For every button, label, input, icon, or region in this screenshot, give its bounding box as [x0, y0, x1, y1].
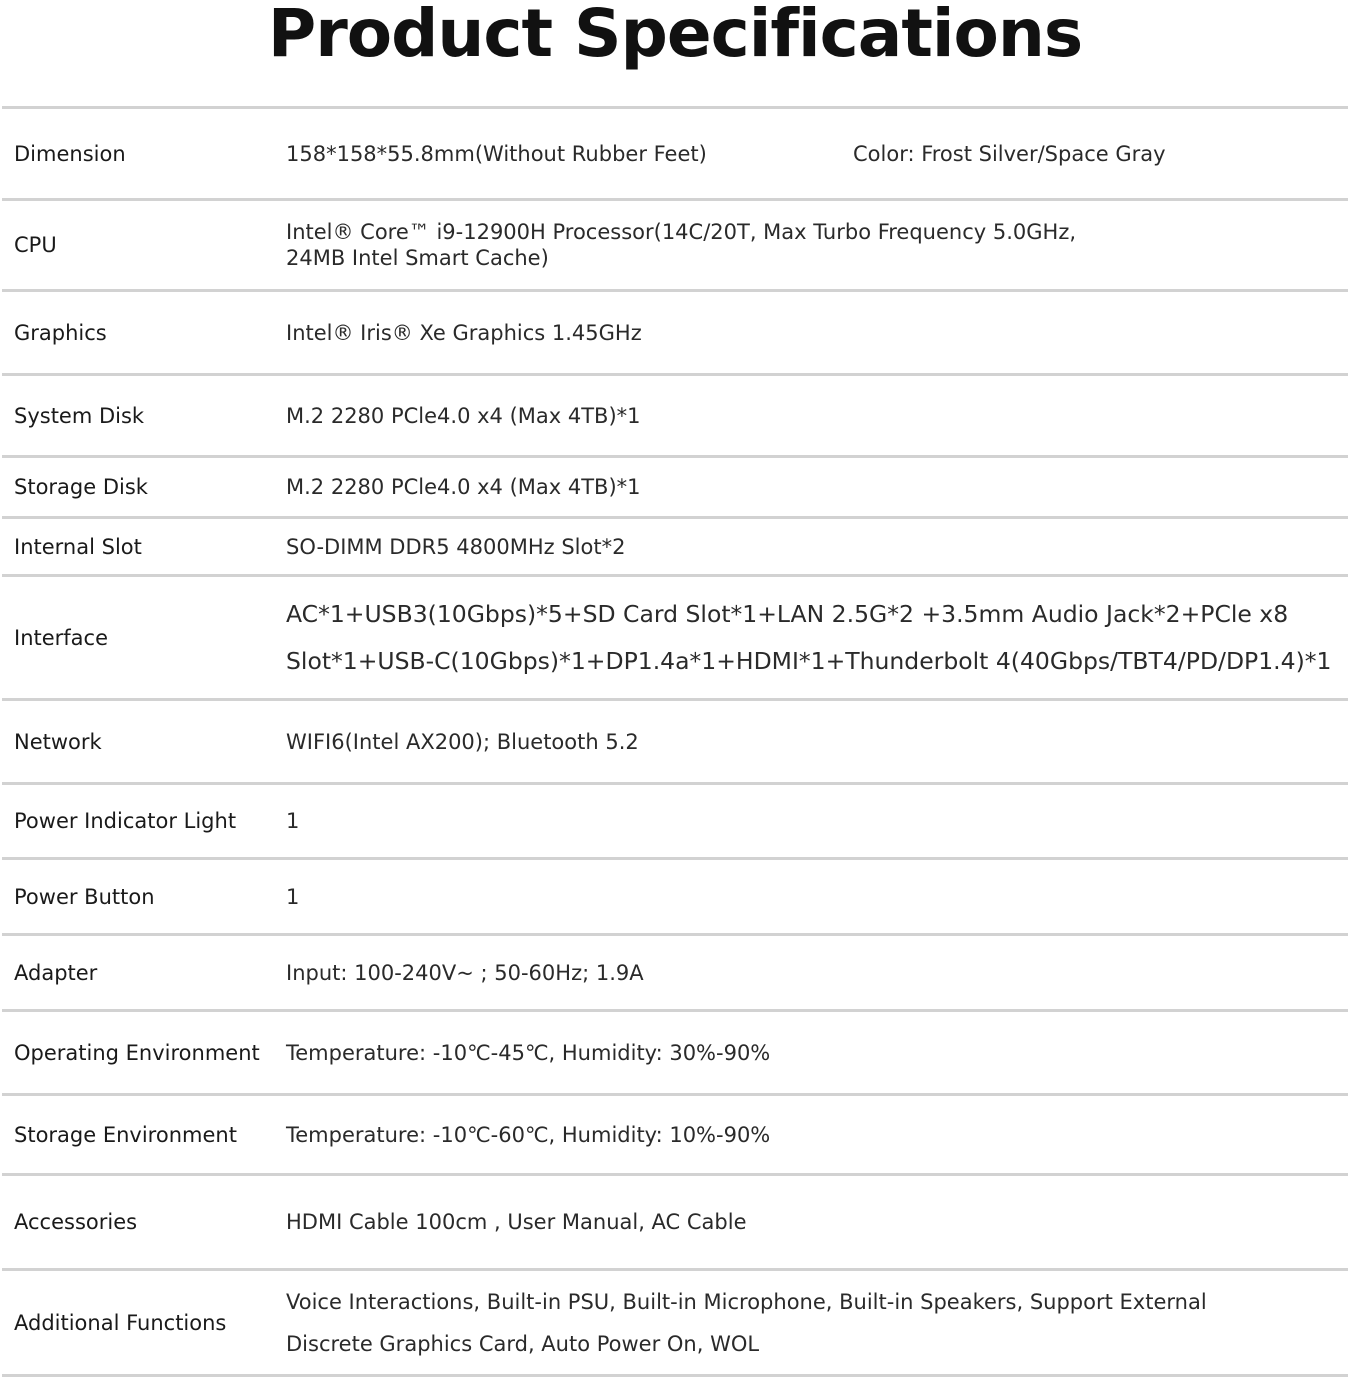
spec-label: Additional Functions: [14, 1310, 227, 1335]
spec-value: [286, 219, 1076, 271]
spec-label: Graphics: [14, 320, 107, 345]
spec-row-storage-disk: [2, 455, 1348, 516]
spec-row-internal-slot: [2, 516, 1348, 574]
spec-row-network: [2, 698, 1348, 782]
spec-value-line: Discrete Graphics Card, Auto Power On, WOL: [286, 1331, 760, 1356]
spec-label: Adapter: [14, 960, 98, 985]
spec-value: Input: 100-240V~ ; 50-60Hz; 1.9A: [286, 960, 644, 985]
spec-value: WIFI6(Intel AX200); Bluetooth 5.2: [286, 729, 639, 754]
spec-value-line: Intel® Core™ i9-12900H Processor(14C/20T, Max Turbo Frequency 5.0GHz,: [286, 220, 1077, 244]
spec-table: [2, 106, 1348, 1377]
spec-label: Operating Environment: [14, 1040, 260, 1065]
spec-value: [286, 1281, 1207, 1365]
spec-value: Intel® Iris® Xe Graphics 1.45GHz: [286, 320, 642, 345]
spec-value: 1: [286, 884, 300, 909]
spec-row-system-disk: [2, 373, 1348, 455]
spec-row-power-button: [2, 857, 1348, 933]
spec-label: Power Button: [14, 884, 155, 909]
spec-row-power-indicator-light: [2, 782, 1348, 857]
spec-row-accessories: [2, 1173, 1348, 1268]
spec-label: System Disk: [14, 403, 145, 428]
spec-value: HDMI Cable 100cm , User Manual, AC Cable: [286, 1210, 747, 1234]
spec-row-interface: [2, 574, 1348, 698]
spec-value-color: Color: Frost Silver/Space Gray: [853, 141, 1166, 166]
spec-label: Accessories: [14, 1210, 138, 1234]
spec-row-operating-environment: [2, 1009, 1348, 1093]
spec-label: Internal Slot: [14, 534, 142, 559]
spec-row-graphics: [2, 289, 1348, 373]
spec-label: Storage Environment: [14, 1122, 237, 1147]
spec-value: Temperature: -10℃-60℃, Humidity: 10%-90%: [286, 1122, 771, 1147]
spec-row-storage-environment: [2, 1093, 1348, 1173]
spec-row-adapter: [2, 933, 1348, 1009]
spec-label: Interface: [14, 625, 109, 650]
spec-value: M.2 2280 PCle4.0 x4 (Max 4TB)*1: [286, 475, 641, 499]
spec-row-dimension: [2, 106, 1348, 198]
spec-value: Temperature: -10℃-45℃, Humidity: 30%-90%: [286, 1040, 771, 1065]
spec-value-line: Slot*1+USB-C(10Gbps)*1+DP1.4a*1+HDMI*1+Thunderbolt 4(40Gbps/TBT4/PD/DP1.4)*1: [286, 646, 1332, 675]
spec-label: Power Indicator Light: [14, 809, 237, 833]
spec-label: Network: [14, 729, 102, 754]
spec-row-additional-functions: [2, 1268, 1348, 1377]
spec-row-cpu: [2, 198, 1348, 289]
spec-label: Dimension: [14, 141, 126, 166]
spec-value-line: AC*1+USB3(10Gbps)*5+SD Card Slot*1+LAN 2.5G*2 +3.5mm Audio Jack*2+PCle x8: [286, 599, 1289, 628]
spec-value-line: 24MB Intel Smart Cache): [286, 246, 549, 270]
page-title: Product Specifications: [267, 0, 1083, 72]
spec-value-line: Voice Interactions, Built-in PSU, Built-in Microphone, Built-in Speakers, Support External: [286, 1289, 1207, 1314]
spec-value: 158*158*55.8mm(Without Rubber Feet): [286, 141, 707, 166]
spec-label: Storage Disk: [14, 475, 148, 499]
spec-value: [286, 591, 1331, 685]
spec-value: M.2 2280 PCle4.0 x4 (Max 4TB)*1: [286, 403, 641, 428]
spec-value: 1: [286, 809, 300, 833]
spec-label: CPU: [14, 233, 57, 257]
spec-value: SO-DIMM DDR5 4800MHz Slot*2: [286, 534, 626, 559]
